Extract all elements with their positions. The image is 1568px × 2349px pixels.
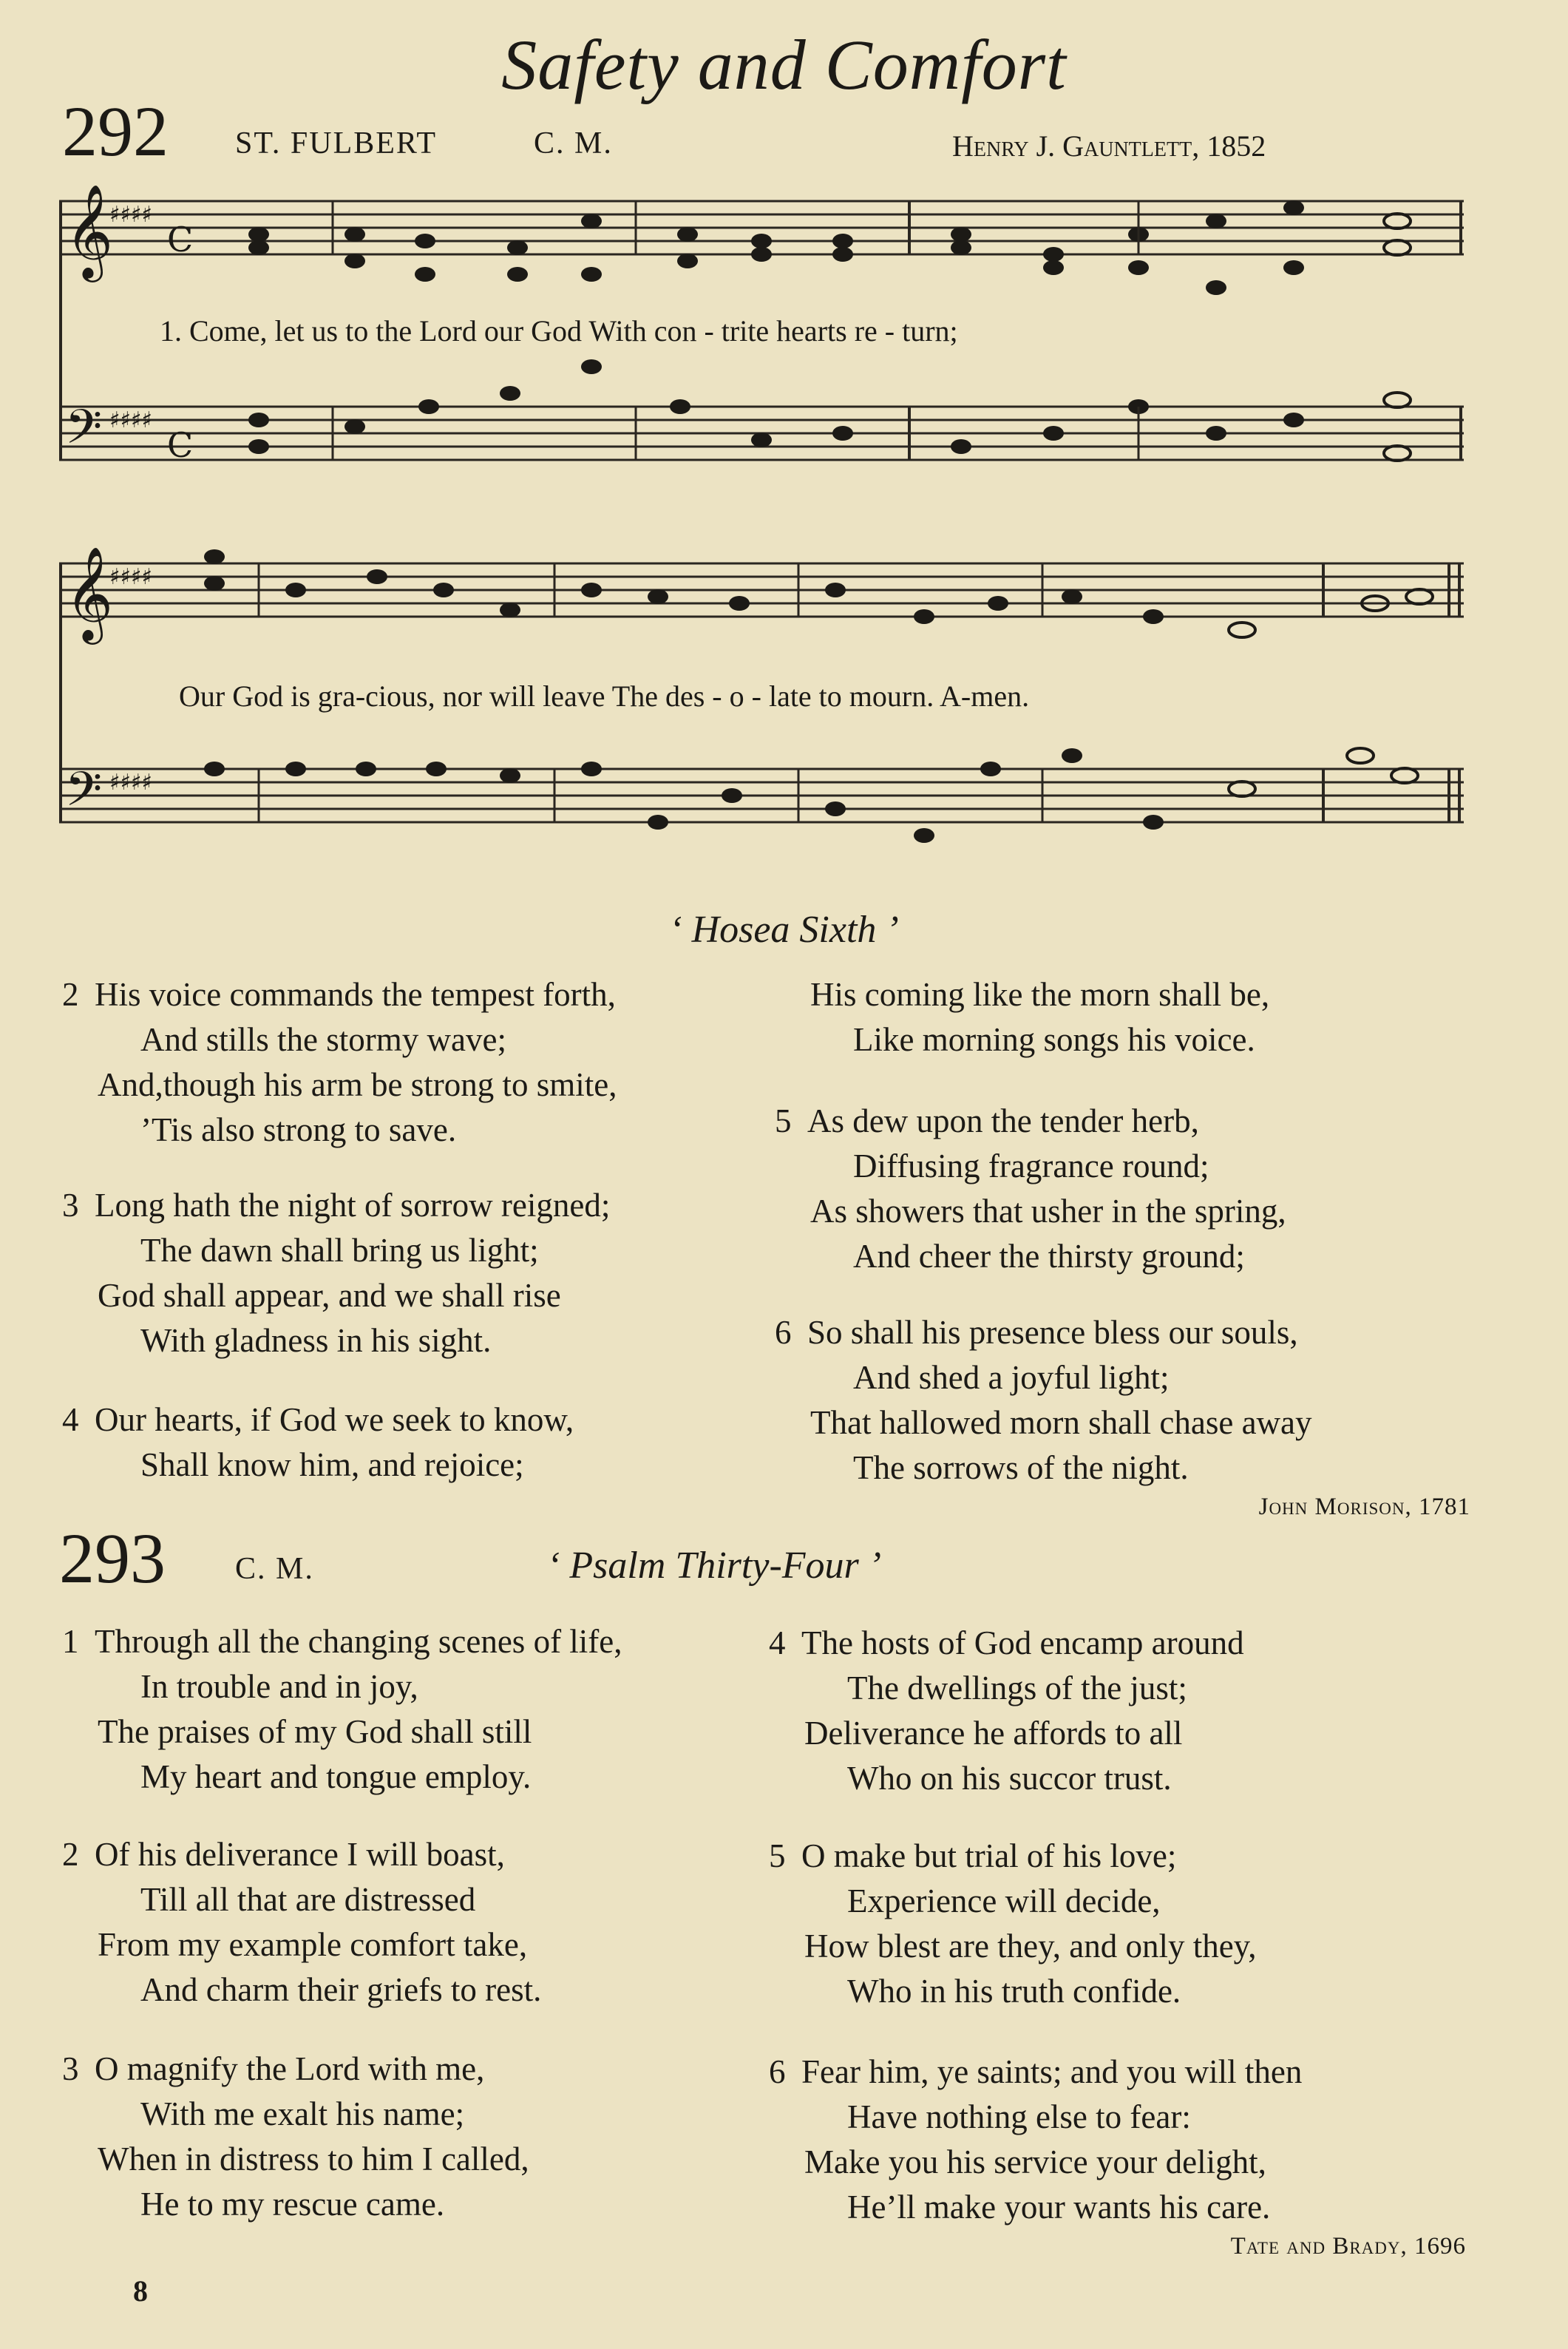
key-signature-icon: ♯♯♯♯ (109, 407, 153, 433)
verse-line: Through all the changing scenes of life, (95, 1623, 622, 1660)
verse-line: Who in his truth confide. (847, 1973, 1181, 2010)
verse-line: The dwellings of the just; (847, 1670, 1187, 1706)
verse-number: 3 (62, 2050, 79, 2087)
verse-line: The dawn shall bring us light; (140, 1232, 539, 1269)
verse-line: And stills the stormy wave; (140, 1021, 506, 1058)
verse-line: Like morning songs his voice. (853, 1021, 1255, 1058)
hymn-292-composer: Henry J. Gauntlett, 1852 (952, 129, 1266, 163)
verse-number: 5 (775, 1102, 792, 1139)
verse-line: And,though his arm be strong to smite, (98, 1066, 617, 1103)
hymn-293-verse-5 (769, 1834, 1257, 2014)
verse-line: His voice commands the tempest forth, (95, 976, 616, 1013)
verse-line: From my example comfort take, (98, 1926, 528, 1963)
verse-line: That hallowed morn shall chase away (810, 1404, 1312, 1441)
verse-line: With gladness in his sight. (140, 1322, 492, 1359)
treble-staff-system-2 (59, 563, 1464, 617)
verse-line: O magnify the Lord with me, (95, 2050, 485, 2087)
hymn-293-verse-3 (62, 2047, 529, 2227)
verse-line: His coming like the morn shall be, (810, 976, 1270, 1013)
verse-number: 3 (62, 1187, 79, 1224)
bar-lines (259, 201, 1138, 822)
verse-line: ’Tis also strong to save. (140, 1111, 457, 1148)
verse-line: O make but trial of his love; (801, 1837, 1177, 1874)
hymn-292-verse-3 (62, 1183, 610, 1363)
bass-clef-icon: 𝄢 (65, 762, 103, 829)
key-signature-icon: ♯♯♯♯ (109, 202, 153, 228)
verse-line: And charm their griefs to rest. (140, 1971, 542, 2008)
hymn-293-subtitle: ‘ Psalm Thirty-Four ’ (547, 1545, 882, 1587)
verse-line: Experience will decide, (847, 1882, 1161, 1919)
system-brackets (61, 201, 1461, 822)
verse-line: When in distress to him I called, (98, 2140, 529, 2177)
hymn-293-verse-4 (769, 1621, 1244, 1801)
verse-line: The hosts of God encamp around (801, 1624, 1244, 1661)
verse-line: Deliverance he affords to all (804, 1715, 1183, 1752)
verse-line: Our hearts, if God we seek to know, (95, 1401, 574, 1438)
hymn-292-meter: C. M. (534, 126, 613, 160)
note-heads (204, 200, 1433, 843)
verse-number: 1 (62, 1623, 79, 1660)
verse-number: 2 (62, 976, 79, 1013)
verse-number: 4 (62, 1401, 79, 1438)
verse-line: Of his deliverance I will boast, (95, 1836, 505, 1873)
lyrics-line-1: 1. Come, let us to the Lord our God With con - trite hearts re - turn; (160, 314, 958, 348)
verse-line: The sorrows of the night. (853, 1449, 1189, 1486)
page-number: 8 (133, 2274, 148, 2308)
hymn-292-verse-5 (775, 1099, 1286, 1279)
verse-line: The praises of my God shall still (98, 1713, 532, 1750)
lyrics-line-2: Our God is gra-cious, nor will leave The des - o - late to mourn. A-men. (179, 679, 1030, 713)
treble-clef-icon: 𝄞 (65, 546, 114, 640)
time-signature-icon: C (167, 425, 194, 465)
key-signature-icon: ♯♯♯♯ (109, 564, 153, 590)
verse-number: 6 (775, 1314, 792, 1351)
verse-line: Shall know him, and rejoice; (140, 1446, 524, 1483)
hymn-292-verse-6 (775, 1310, 1312, 1491)
verse-line: And cheer the thirsty ground; (853, 1238, 1245, 1275)
section-title: Safety and Comfort (501, 25, 1067, 104)
verse-number: 5 (769, 1837, 786, 1874)
hymn-293-meter: C. M. (235, 1552, 314, 1586)
verse-line: With me exalt his name; (140, 2095, 465, 2132)
bass-clef-icon: 𝄢 (65, 400, 103, 467)
verse-line: He to my rescue came. (140, 2186, 445, 2223)
verse-line: As showers that usher in the spring, (810, 1193, 1286, 1230)
verse-number: 2 (62, 1836, 79, 1873)
verse-number: 4 (769, 1624, 786, 1661)
verse-line: Make you his service your delight, (804, 2143, 1266, 2180)
hymn-292-tune: ST. FULBERT (235, 126, 438, 160)
verse-line: As dew upon the tender herb, (807, 1102, 1199, 1139)
verse-line: My heart and tongue employ. (140, 1758, 532, 1795)
hymn-293-verse-6 (769, 2050, 1302, 2230)
hymn-292-verse-4-continued (775, 972, 1269, 1062)
verse-line: Fear him, ye saints; and you will then (801, 2053, 1303, 2090)
verse-line: So shall his presence bless our souls, (807, 1314, 1298, 1351)
verse-line: God shall appear, and we shall rise (98, 1277, 561, 1314)
verse-line: Diffusing fragrance round; (853, 1148, 1209, 1184)
verse-line: Long hath the night of sorrow reigned; (95, 1187, 611, 1224)
verse-number: 6 (769, 2053, 786, 2090)
verse-line: And shed a joyful light; (853, 1359, 1170, 1396)
verse-line: Who on his succor trust. (847, 1760, 1172, 1797)
verse-line: He’ll make your wants his care. (847, 2189, 1271, 2226)
music-score (0, 0, 1568, 902)
hymn-292-verse-4 (62, 1397, 574, 1488)
treble-clef-icon: 𝄞 (65, 183, 114, 278)
hymn-293-number: 293 (59, 1519, 166, 1598)
hymn-292-subtitle: ‘ Hosea Sixth ’ (669, 909, 899, 951)
key-signature-icon: ♯♯♯♯ (109, 770, 153, 796)
verse-line: Have nothing else to fear: (847, 2098, 1191, 2135)
bass-staff-system-2 (59, 769, 1464, 822)
verse-line: Till all that are distressed (140, 1881, 476, 1918)
hymn-292-verse-2 (62, 972, 617, 1153)
hymn-293-author: Tate and Brady, 1696 (1230, 2233, 1466, 2260)
hymn-293-verse-1 (62, 1619, 622, 1800)
hymn-293-verse-2 (62, 1832, 541, 2013)
verse-line: How blest are they, and only they, (804, 1928, 1257, 1965)
hymn-292-author: John Morison, 1781 (1258, 1494, 1470, 1520)
time-signature-icon: C (167, 220, 194, 260)
hymn-292-number: 292 (62, 92, 169, 171)
verse-line: In trouble and in joy, (140, 1668, 418, 1705)
